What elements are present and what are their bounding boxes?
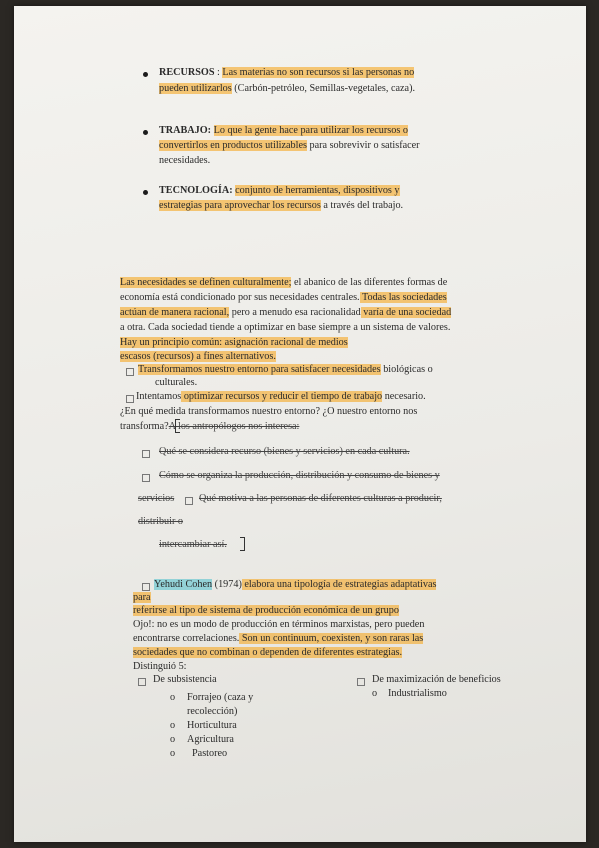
checkbox-icon [185, 497, 193, 505]
document-page [14, 6, 586, 842]
cohen-line2: para [133, 592, 151, 603]
check-item-2: Intentamos optimizar recursos y reducir el tiempo de trabajo necesario. [136, 391, 426, 402]
list-marker: o [170, 734, 176, 745]
checkbox-icon [138, 678, 146, 686]
struck-item-4: distribuir o [138, 516, 183, 527]
question-line1: ¿En qué medida transformamos nuestro entorno? ¿O nuestro entorno nos [120, 406, 418, 417]
checkbox-icon [142, 583, 150, 591]
paragraph-line1: Las necesidades se definen culturalmente; el abanico de las diferentes formas de [120, 277, 448, 288]
list-marker: o [170, 692, 176, 703]
ojo-line1: Ojo!: no es un modo de producción en términos marxistas, pero pueden [133, 619, 425, 630]
paragraph-line2: economía está condicionado por sus necesidades centrales. Todas las sociedades [120, 292, 447, 303]
bullet-tecnologia-line1: TECNOLOGÍA: conjunto de herramientas, dispositivos y [159, 185, 400, 196]
bullet-recursos-line2: pueden utilizarlos (Carbón-petróleo, Semillas-vegetales, caza). [159, 83, 416, 94]
left-item-1-cont: recolección) [187, 706, 238, 717]
check-item-1-line2: culturales. [155, 377, 198, 388]
paragraph-line5: Hay un principio común: asignación racional de medios [120, 337, 348, 348]
checkbox-icon [126, 395, 134, 403]
struck-item-3b: Qué motiva a las personas de diferentes culturas a producir, [199, 493, 442, 504]
checkbox-icon [126, 368, 134, 376]
struck-item-1: Qué se considera recurso (bienes y servicios) en cada cultura. [159, 446, 410, 457]
term-tecnologia: TECNOLOGÍA: [159, 185, 233, 196]
check-item-1-line1: Transformamos nuestro entorno para satisfacer necesidades biológicas o [138, 364, 433, 375]
term-recursos: RECURSOS [159, 67, 215, 78]
checkbox-icon [142, 474, 150, 482]
list-marker: o [170, 748, 176, 759]
bullet-dot [143, 190, 148, 195]
bullet-dot [143, 130, 148, 135]
ojo-line3: sociedades que no combinan o dependen de diferentes estrategias. [133, 647, 403, 658]
bullet-trabajo-line3: necesidades. [159, 155, 211, 166]
question-line2: transforma?A los antropólogos nos interesa: [120, 421, 300, 432]
paragraph-line4: a otra. Cada sociedad tiende a optimizar en base siempre a un sistema de valores. [120, 322, 451, 333]
left-item-4: Pastoreo [192, 748, 228, 759]
left-item-3: Agricultura [187, 734, 234, 745]
bullet-recursos-line1: RECURSOS : Las materias no son recursos si las personas no [159, 67, 415, 78]
left-item-2: Horticultura [187, 720, 237, 731]
bracket-mark [175, 419, 180, 433]
struck-item-5: intercambiar así. [159, 539, 227, 550]
paragraph-line6: escasos (recursos) a fines alternativos. [120, 351, 276, 362]
bullet-tecnologia-line2: estrategias para aprovechar los recursos a través del trabajo. [159, 200, 404, 211]
left-list-head: De subsistencia [153, 674, 217, 685]
list-marker: o [170, 720, 176, 731]
term-trabajo: TRABAJO: [159, 125, 212, 136]
left-item-1: Forrajeo (caza y [187, 692, 254, 703]
bracket-mark [240, 537, 245, 551]
distinguio: Distinguió 5: [133, 661, 187, 672]
cohen-line1: Yehudi Cohen (1974) elabora una tipología de estrategias adaptativas [154, 579, 437, 590]
right-item-1: Industrialismo [388, 688, 447, 699]
cohen-line3: referirse al tipo de sistema de producción económica de un grupo [133, 605, 399, 616]
checkbox-icon [142, 450, 150, 458]
list-marker: o [372, 688, 378, 699]
right-list-head: De maximización de beneficios [372, 674, 501, 685]
ojo-line2: encontrarse correlaciones. Son un continuum, coexisten, y son raras las [133, 633, 424, 644]
bullet-dot [143, 72, 148, 77]
bullet-trabajo-line2: convertirlos en productos utilizables para sobrevivir o satisfacer [159, 140, 420, 151]
struck-item-3a: servicios [138, 493, 175, 504]
bullet-trabajo-line1: TRABAJO: Lo que la gente hace para utilizar los recursos o [159, 125, 408, 136]
checkbox-icon [357, 678, 365, 686]
paragraph-line3: actúan de manera racional, pero a menudo esa racionalidad varía de una sociedad [120, 307, 452, 318]
struck-item-2: Cómo se organiza la producción, distribución y consumo de bienes y [159, 470, 440, 481]
